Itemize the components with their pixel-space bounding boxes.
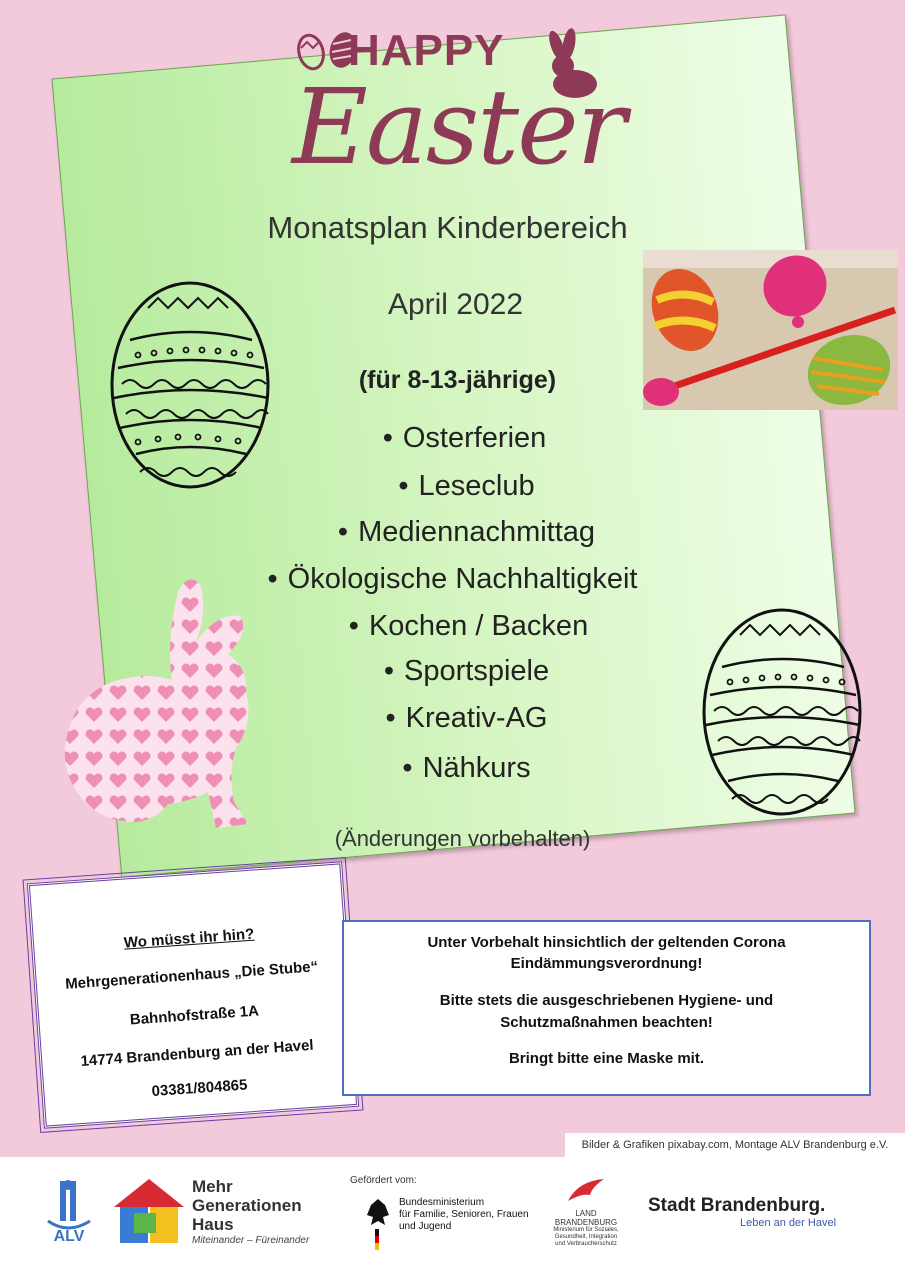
easter-text: Easter	[292, 66, 625, 188]
mgh-name	[192, 1177, 302, 1234]
age-label: (für 8-13-jährige)	[358, 366, 557, 394]
mgh-line: Mehr	[192, 1177, 233, 1196]
footer	[0, 1157, 905, 1280]
list-item: • Nähkurs	[14, 752, 905, 785]
funded-by-label: Gefördert vom:	[350, 1175, 417, 1186]
info-line: Eindämmungsverordnung!	[510, 955, 703, 972]
list-item: • Osterferien	[12, 422, 905, 455]
month-label: April 2022	[387, 288, 524, 321]
address-city: 14774 Brandenburg an der Havel	[80, 1036, 315, 1070]
mgh-line: Generationen	[192, 1196, 302, 1215]
bmfsfj-line: und Jugend	[399, 1221, 452, 1232]
land-line: Gesundheit, Integration	[554, 1234, 618, 1240]
address-street: Bahnhofstraße 1A	[129, 1002, 260, 1029]
corona-info-box	[342, 920, 871, 1096]
egg-outline-icon	[108, 278, 272, 492]
list-item: • Ökologische Nachhaltigkeit	[0, 563, 905, 596]
federal-eagle-icon	[365, 1195, 391, 1251]
land-line: BRANDENBURG	[554, 1218, 618, 1227]
land-line: LAND	[575, 1209, 597, 1218]
image-credits: Bilder & Grafiken pixabay.com, Montage ALV Brandenburg e.V.	[565, 1133, 905, 1157]
bmfsfj-line: Bundesministerium	[399, 1197, 485, 1208]
alv-text: ALV	[53, 1228, 85, 1245]
bmfsfj-line: für Familie, Senioren, Frauen	[399, 1209, 529, 1220]
bmfsfj-name	[399, 1197, 529, 1233]
list-item: • Sportspiele	[14, 655, 905, 688]
mgh-line: Haus	[192, 1215, 234, 1234]
list-item: • Kochen / Backen	[16, 610, 905, 643]
land-line: Ministerium für Soziales,	[553, 1227, 619, 1233]
alv-logo	[44, 1177, 94, 1247]
brandenburg-eagle-icon	[564, 1177, 608, 1207]
painted-eggs-image	[643, 250, 898, 410]
page-title: Monatsplan Kinderbereich	[267, 210, 628, 245]
address-phone: 03381/804865	[151, 1076, 248, 1101]
changes-note: (Änderungen vorbehalten)	[334, 826, 591, 851]
list-item: • Kreativ-AG	[14, 702, 905, 735]
land-line: und Verbraucherschutz	[555, 1241, 617, 1247]
happy-text: HAPPY	[348, 26, 505, 75]
address-heading: Wo müsst ihr hin?	[123, 925, 255, 952]
info-line: Unter Vorbehalt hinsichtlich der geltenden Corona	[427, 934, 786, 951]
land-brandenburg-name	[550, 1209, 622, 1248]
info-line: Schutzmaßnahmen beachten!	[500, 1014, 713, 1031]
list-item: • Leseclub	[14, 470, 905, 503]
heart-bunny-icon	[58, 572, 268, 830]
egg-outline-icon	[700, 605, 864, 819]
info-line: Bringt bitte eine Maske mit.	[508, 1050, 705, 1067]
address-place: Mehrgenerationenhaus „Die Stube“	[64, 958, 319, 993]
mgh-house-logo	[114, 1179, 184, 1245]
stadt-brandenburg-logo: Stadt Brandenburg.	[648, 1195, 826, 1216]
stadt-tagline: Leben an der Havel	[740, 1217, 837, 1229]
list-item: • Mediennachmittag	[14, 516, 905, 549]
info-line: Bitte stets die ausgeschriebenen Hygiene- und	[439, 992, 774, 1009]
mgh-tagline: Miteinander – Füreinander	[192, 1235, 310, 1246]
address-box	[27, 861, 359, 1128]
